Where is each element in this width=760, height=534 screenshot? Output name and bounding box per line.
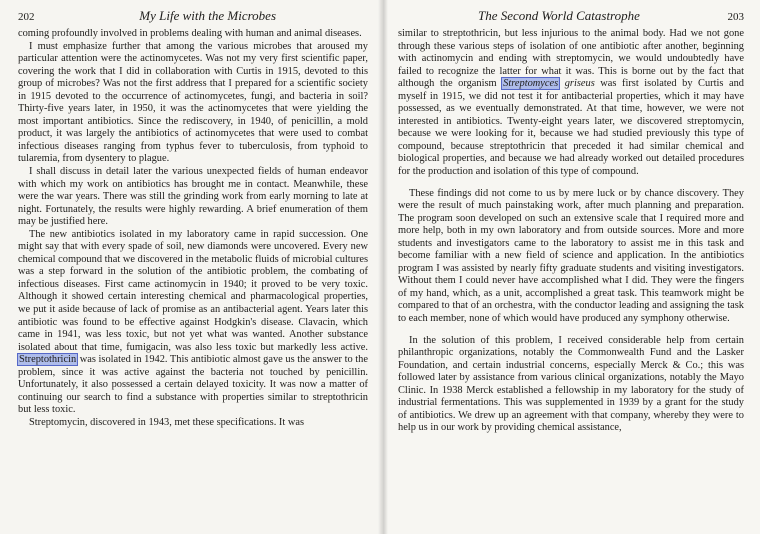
paragraph-text: was isolated in 1942. This antibiotic almost gave us the answer to the problem, since it was active against the bacteria not touched by penicillin. Unfortunately, it also possessed a certain delayed toxicity. It was now a matter of continuing our search to find a substance with properties similar to streptothricin but less toxic. — [18, 354, 368, 416]
paragraph-text: The new antibiotics isolated in my laboratory came in rapid succession. One might say that with every spade of soil, new diamonds were uncovered. Every new chemical compound that we discovered in the metabolic fluids of microbial cultures was a step forward in the solution of the antibiotic problem, the combating of infectious diseases. First came actinomycin in 1940; it proved to be very toxic. Although it showed certain interesting chemical and pharmacological properties, we put it aside because of lack of promise as an antibacterial agent. Years later this antibiotic was found to be effective against Hodgkin's disease. Clavacin, which came in 1941, was less toxic, but not yet what was wanted. Another substance isolated about that time, fumigacin, was also less toxic but markedly less active. — [18, 228, 368, 353]
paragraph — [398, 28, 744, 179]
paragraph: These findings did not come to us by mere luck or by chance discovery. They were the result of much painstaking work, after much planning and preparation. The program soon developed on such an extensive scale that I required more and more help, both in my own laboratory and from outside sources. More and more students and investigators came to the laboratory to assist me in this task and become familiar with a new field of science and application. In the antibiotics program I was assisted by nearly fifty graduate students and visiting investigators. Without them I could never have accomplished what I did. They were the fingers of my hand, which, as a unit, accomplished a great task. This teamwork might be compared to that of an orchestra, with the conductor leading and assigning the task to each member, none of which would have produced any symphony otherwise. — [398, 187, 744, 325]
right-page-number: 203 — [727, 11, 744, 23]
paragraph: coming profoundly involved in problems dealing with human and animal diseases. — [18, 28, 362, 39]
paragraph: I shall discuss in detail later the various unexpected fields of human endeavor with which my work on antibiotics has brought me in contact. Meanwhile, these were the war years. There was still the grinding work from early morning to late at night. Fortunately, the results were highly rewarding. A brief enumeration of them may be justified here. — [18, 166, 368, 228]
paragraph-text: similar to streptothricin, but less injurious to the animal body. Had we not gone through these various steps of isolation of one antibiotic after another, beginning with actinomycin and ending with streptomycin, we would undoubtedly have failed to recognize the latter for what it was. This is borne out by the fact that although the organism — [398, 28, 744, 90]
species-name: griseus — [564, 78, 595, 90]
paragraph: In the solution of this problem, I received considerable help from certain philanthropic organizations, notably the Commonwealth Fund and the Lasker Foundation, and certain industrial concerns, especially Merck & Co.; this was followed later by assistance from various clinical organizations, notably the Mayo Clinic. In 1938 Merck established a fellowship in my laboratory for the study of industrial fermentations. This was supplemented in 1939 by a grant for the study of antibiotics. We drew up an agreement with that company, whereby they were to help us in our work by providing chemical assistance, — [398, 334, 744, 434]
paragraph — [18, 229, 368, 417]
left-page-body — [18, 28, 368, 430]
highlighted-word[interactable]: Streptothricin — [19, 354, 77, 366]
right-running-head: The Second World Catastrophe — [478, 8, 640, 23]
paragraph-text: was first isolated by Curtis and myself in 1915, we did not test it for antibacterial properties, which it may have possessed, as we eventually demonstrated. At that time, however, we were not interested in antibiotics. Twenty-eight years later, we discovered streptomycin, because we were looking for it, because we had studied previously this type of compound, because streptothricin that preceded it had similar chemical and biological properties, and because we had already worked out detailed procedures for the production and isolation of this type of compound. — [398, 78, 744, 178]
right-page — [382, 0, 760, 534]
left-page-number: 202 — [18, 11, 35, 23]
left-page-header — [18, 8, 368, 26]
left-running-head: My Life with the Microbes — [139, 8, 276, 23]
highlighted-word[interactable]: Streptomyces — [503, 78, 559, 90]
right-page-header — [398, 8, 744, 26]
right-page-body — [398, 28, 744, 435]
paragraph: I must emphasize further that among the various microbes that aroused my particular attention were the actinomycetes. Was not my very first scientific paper, covering the work that I did in collaboration with Curtis in 1915, devoted to this group of microbes? Was not the first address that I prepared for a scientific society in 1915 devoted to the occurrence of actinomycetes, fungi, and bacteria in soil? Thirty-five years later, in 1950, it was the actinomycetes that were yielding the most important antibiotics. Since the rediscovery, in 1940, of penicillin, a mold product, it was largely the antibiotics of actinomycetes that were used to combat infectious diseases ranging from typhus fever to tuberculosis, from typhoid to tularemia, from dysentery to plague. — [18, 40, 368, 165]
paragraph: Streptomycin, discovered in 1943, met these specifications. It was — [29, 416, 304, 428]
